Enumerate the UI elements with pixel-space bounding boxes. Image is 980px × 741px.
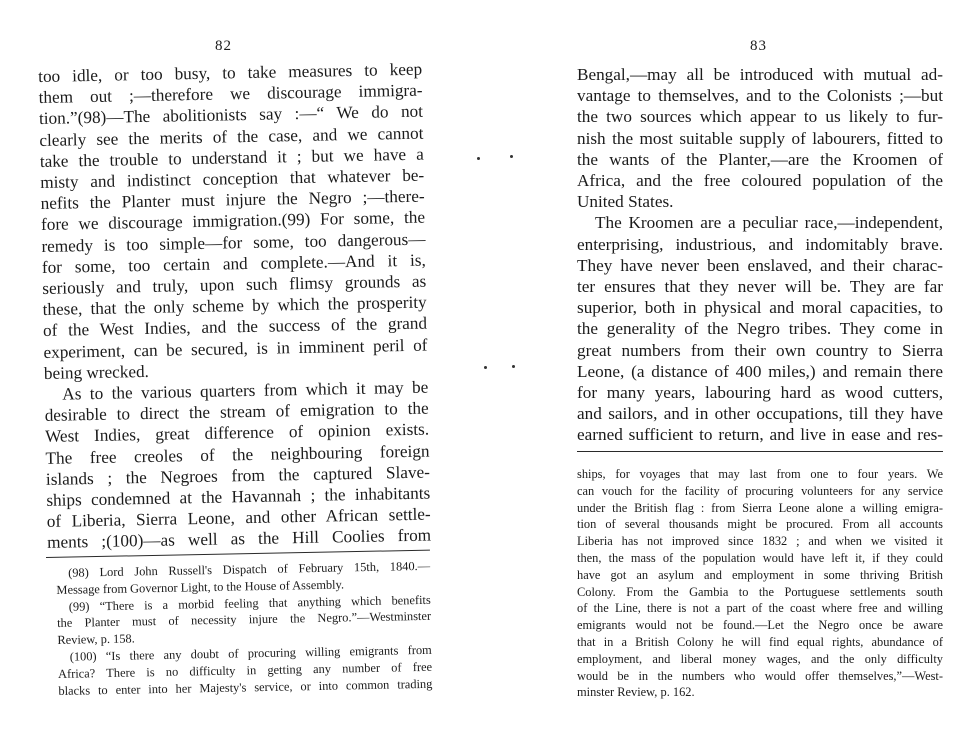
text-line: ments ;(100)—as well as the Hill Coolies from xyxy=(46,526,432,553)
footnote-line: can vouch for the facility of procuring volunteers for any service xyxy=(577,483,943,498)
text-line: these, that the only scheme by which the prosperity xyxy=(42,292,427,320)
left-footnotes xyxy=(56,558,433,700)
footnote-line: (98) Lord John Russell's Dispatch of February 15th, 1840.— xyxy=(68,558,431,580)
text-line: for many years, labouring hard as wood cutters, xyxy=(577,383,943,403)
footnote-line: blacks to enter into her Majesty's service, or into common trading xyxy=(58,676,433,698)
text-line: of Liberia, Sierra Leone, and other African settle- xyxy=(46,504,431,532)
text-line: seriously and truly, upon such flimsy grounds as xyxy=(42,271,427,298)
text-line: the two sources which appear to us likely to fur- xyxy=(577,107,943,127)
text-line: misty and indistinct conception that whatever be- xyxy=(40,165,425,192)
text-line: earned sufficient to return, and live in ease and res- xyxy=(577,425,943,445)
text-line: being wrecked. xyxy=(43,361,150,383)
text-line: nefits the Planter must injure the Negro ;—there- xyxy=(40,186,425,214)
text-line: clearly see the merits of the case, and we cannot xyxy=(39,123,424,150)
text-line: Africa, and the free coloured population of the xyxy=(577,171,943,191)
text-line: take the trouble to understand it ; but we have a xyxy=(39,144,424,171)
text-line: them out ;—therefore we discourage immigra- xyxy=(38,80,423,108)
footnote-line: Africa? There is no difficulty in getting any number of free xyxy=(57,659,433,681)
footnote-line: Review, p. 158. xyxy=(57,631,135,648)
footnote-line: of the Line, there is not a part of the coast where free and willing xyxy=(577,601,943,616)
text-line: for some, too certain and complete.—And it is, xyxy=(41,250,426,277)
footnote-line: the Planter must of necessity injure the Negro.”—Westminster xyxy=(56,609,432,631)
footnote-line: tion of several thousands might be procured. From all accounts xyxy=(577,517,943,532)
text-line: nish the most suitable supply of labourers, fitted to xyxy=(577,128,943,148)
footnote-line: Colony. From the Gambia to the Portuguese settlements south xyxy=(577,584,943,599)
footnote-line: then, the mass of the population would have left it, if they could xyxy=(577,550,943,565)
text-line: Leone, (a distance of 400 miles,) and remain there xyxy=(577,361,943,381)
page-number-left: 82 xyxy=(215,38,232,54)
text-line: great numbers from their own country to Sierra xyxy=(577,340,943,360)
text-line: As to the various quarters from which it may be xyxy=(62,377,429,404)
footnote-divider xyxy=(577,451,943,452)
right-footnotes xyxy=(577,466,943,701)
text-line: desirable to direct the stream of emigration to the xyxy=(44,398,429,426)
text-line: the generality of the Negro tribes. They come in xyxy=(577,319,943,339)
text-line: The Kroomen are a peculiar race,—independent, xyxy=(595,213,943,233)
page-number-right: 83 xyxy=(750,38,767,54)
left-body-text xyxy=(38,59,431,554)
text-line: ships condemned at the Havannah ; the inhabitants xyxy=(46,483,431,510)
text-line: experiment, can be secured, is in imminent peril of xyxy=(43,335,428,362)
footnote-line: would be in the numbers who would offer themselves,”—West- xyxy=(577,668,943,683)
scan-speck xyxy=(484,366,487,369)
text-line: enterprising, industrious, and indomitably brave. xyxy=(577,234,943,254)
footnote-line: Liberia has not improved since 1832 ; and when we visited it xyxy=(577,534,943,549)
footnote-line: that in a British Colony he will find equal rights, abundance of xyxy=(577,634,943,649)
text-line: fore we discourage immigration.(99) For some, the xyxy=(40,208,426,235)
right-body-text xyxy=(577,64,943,446)
text-line: ter ensures that they never will be. They are far xyxy=(577,277,943,297)
footnote-line: minster Review, p. 162. xyxy=(577,685,695,700)
scan-speck xyxy=(477,157,480,160)
text-line: They have never been enslaved, and their charac- xyxy=(577,255,943,275)
text-line: superior, both in physical and moral capacities, to xyxy=(577,298,943,318)
text-line: of the West Indies, and the success of the grand xyxy=(42,314,428,341)
text-line: islands ; the Negroes from the captured Slave- xyxy=(45,462,431,489)
scan-speck xyxy=(512,365,515,368)
footnote-line: ships, for voyages that may last from one to four years. We xyxy=(577,467,943,481)
text-line: the wants of the Planter,—are the Kroomen of xyxy=(577,149,943,169)
text-line: and sailors, and in other occupations, till they have xyxy=(577,404,943,424)
text-line: vantage to themselves, and to the Colonists ;—but xyxy=(577,86,943,106)
footnote-line: emigrants would not be found.—Let the Negro once be aware xyxy=(577,618,943,633)
scan-speck xyxy=(510,155,513,158)
footnote-line: Message from Governor Light, to the House of Assembly. xyxy=(56,577,345,597)
footnote-line: under the British flag : from Sierra Leone alone a willing emigra- xyxy=(577,500,943,515)
right-page xyxy=(490,0,980,741)
text-line: Bengal,—may all be introduced with mutual ad- xyxy=(577,65,943,84)
text-line: tion.”(98)—The abolitionists say :—“ We do not xyxy=(38,102,424,129)
text-line: too idle, or too busy, to take measures to keep xyxy=(38,59,423,86)
footnote-line: (100) “Is there any doubt of procuring willing emigrants from xyxy=(69,642,432,664)
text-line: United States. xyxy=(577,192,674,212)
text-line: remedy is too simple—for some, too dangerous— xyxy=(41,229,426,256)
footnote-line: (99) “There is a morbid feeling that anything which benefits xyxy=(68,592,431,614)
footnote-line: have got an asylum and employment in some thriving British xyxy=(577,567,943,582)
text-line: West Indies, great difference of opinion exists. xyxy=(44,420,430,447)
footnote-line: employment, and liberal money wages, and the only difficulty xyxy=(577,651,943,666)
text-line: The free creoles of the neighbouring foreign xyxy=(45,441,430,468)
